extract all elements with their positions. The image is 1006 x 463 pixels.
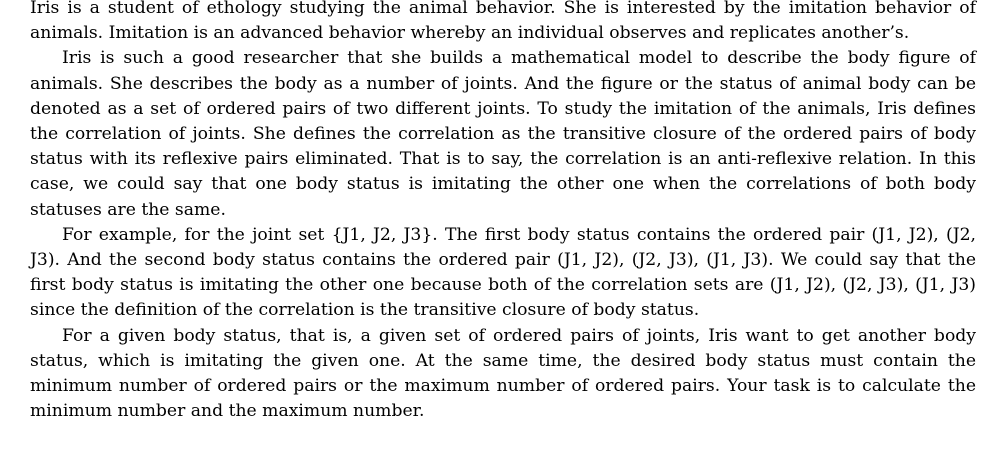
paragraph-task: For a given body status, that is, a given set of ordered pairs of joints, Iris want to get another body status, which is imitating the given one. At the same time, the desired body status must contain the minimum number of ordered pairs or the maximum number of ordered pairs. Your task is to calculate the minimum number and the maximum number.	[30, 325, 976, 422]
paragraph-example: For example, for the joint set {J1, J2, J3}. The first body status contains the ordered pair (J1, J2), (J2, J3). And the second body status contains the ordered pair (J1, J2), (J2, J3), (J1, J3). We could say that the first body status is imitating the other one because both of the correlation sets are (J1, J2), (J2, J3), (J1, J3) since the definition of the correlation is the transitive closure of body status.	[30, 224, 976, 321]
paragraph-intro: Iris is a student of ethology studying the animal behavior. She is interested by the imitation behavior of animals. Imitation is an advanced behavior whereby an individual observes and replicates another’s.	[30, 0, 976, 44]
paragraph-model: Iris is such a good researcher that she builds a mathematical model to describe the body figure of animals. She describes the body as a number of joints. And the figure or the status of animal body can be denoted as a set of ordered pairs of two different joints. To study the imitation of the animals, Iris defines the correlation of joints. She defines the correlation as the transitive closure of the ordered pairs of body status with its reflexive pairs eliminated. That is to say, the correlation is an anti-reflexive relation. In this case, we could say that one body status is imitating the other one when the correlations of both body statuses are the same.	[30, 48, 976, 220]
problem-statement	[30, 0, 976, 424]
